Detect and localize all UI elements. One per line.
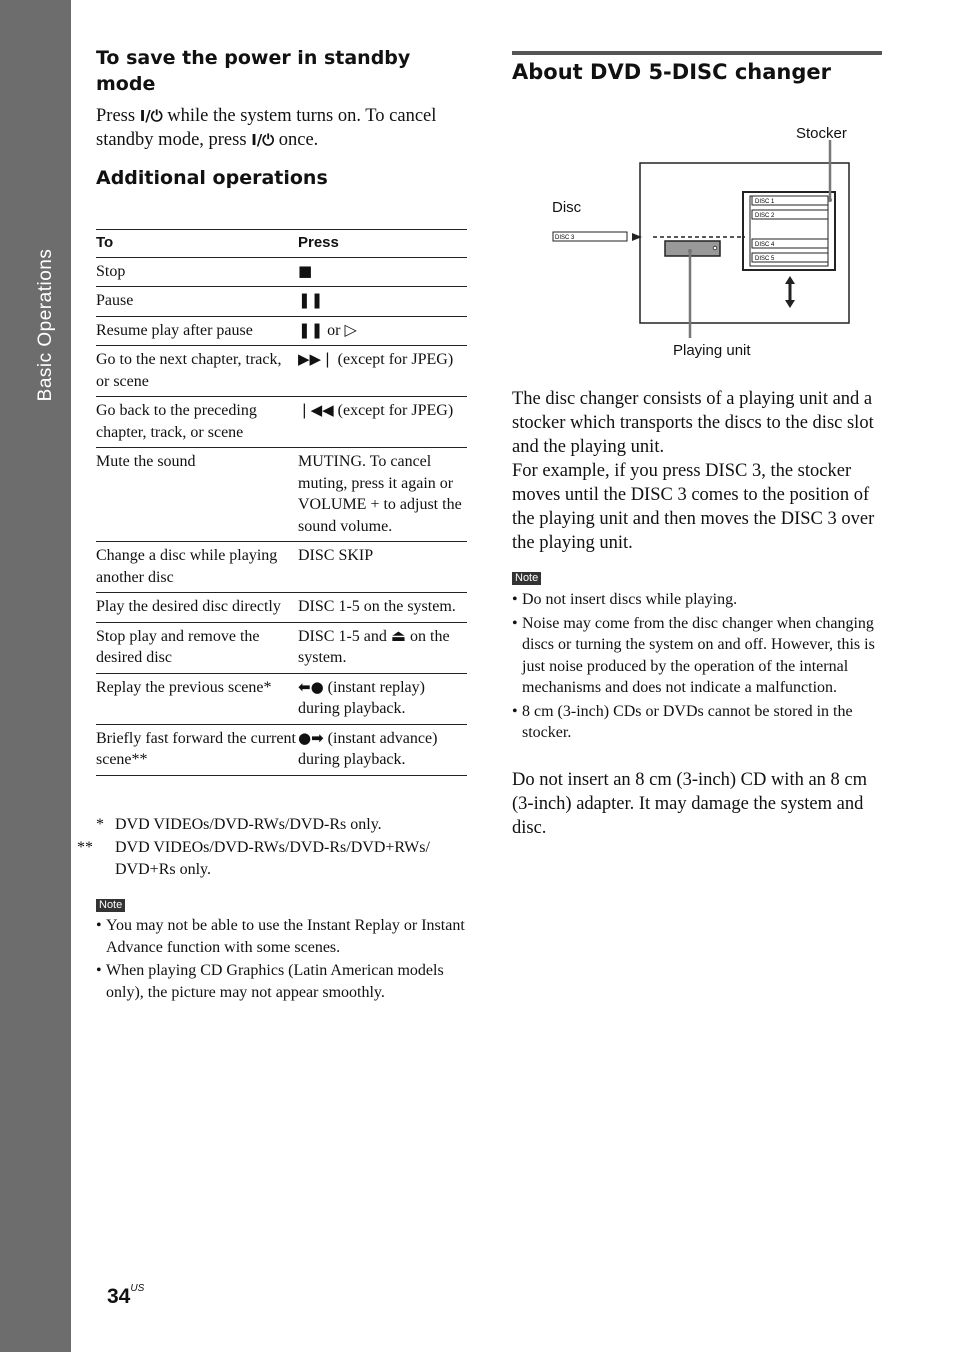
stocker-leader-dot: [828, 198, 832, 202]
list-item: • 8 cm (3-inch) CDs or DVDs cannot be stored in the stocker.: [512, 701, 882, 744]
stop-icon: ■: [298, 257, 467, 287]
pause-icon: ❚❚: [298, 287, 467, 317]
cell-press: MUTING. To cancel muting, press it again or VOLUME + to adjust the sound volume.: [298, 448, 467, 542]
table-header-row: [96, 230, 467, 258]
footnote-1-text: DVD VIDEOs/DVD-RWs/DVD-Rs only.: [115, 816, 382, 833]
next-track-icon: ▶▶❘: [298, 350, 334, 368]
note-badge: Note: [512, 572, 541, 585]
cell-to: Go back to the preceding chapter, track, or scene: [96, 397, 298, 448]
table-row: [96, 673, 467, 724]
cell-press: [298, 397, 467, 448]
footnote-1: [96, 814, 468, 836]
changer-paragraph-2: For example, if you press DISC 3, the stocker moves until the DISC 3 comes to the position of the playing unit and then moves the DISC 3 over the playing unit.: [512, 461, 875, 553]
table-row: [96, 448, 467, 542]
cell-press: DISC 1-5 on the system.: [298, 593, 467, 623]
table-row: [96, 397, 467, 448]
footnote-2-mark: **: [77, 839, 93, 856]
play-icon-text: or ▷: [323, 321, 357, 339]
cell-to: Change a disc while playing another disc: [96, 542, 298, 593]
side-tab: [0, 0, 71, 1352]
column-header-press: Press: [298, 230, 467, 258]
cell-press: DISC 1-5 and ⏏ on the system.: [298, 622, 467, 673]
page-number: [107, 1285, 144, 1309]
cell-to: Stop: [96, 257, 298, 287]
additional-operations-heading: Additional operations: [96, 167, 328, 189]
cell-press: [298, 673, 467, 724]
slot-label: DISC 5: [755, 256, 775, 262]
previous-track-icon: ❘◀◀: [298, 401, 334, 419]
pause-icon: ❚❚: [298, 320, 324, 339]
cell-press-text: (except for JPEG): [333, 402, 454, 419]
cell-to: Go to the next chapter, track, or scene: [96, 346, 298, 397]
disc-changer-diagram: [540, 120, 870, 365]
loose-disc-label: DISC 3: [555, 235, 575, 241]
table-row: [96, 257, 467, 287]
note-badge: Note: [96, 899, 125, 912]
changer-paragraph-1: The disc changer consists of a playing unit and a stocker which transports the discs to the disc slot and the playing unit.: [512, 389, 874, 457]
disc-label: Disc: [552, 199, 582, 216]
standby-text: [96, 104, 468, 152]
footnote-2: [77, 837, 475, 881]
standby-text-2: while the system turns on. To cancel standby mode, press: [96, 106, 437, 150]
table-row: [96, 287, 467, 317]
instant-advance-icon: ●➡: [298, 728, 324, 747]
stocker-label: Stocker: [796, 125, 847, 142]
standby-text-1: Press: [96, 106, 136, 126]
table-row: [96, 593, 467, 623]
closing-paragraph: Do not insert an 8 cm (3-inch) CD with an 8 cm (3-inch) adapter. It may damage the system and disc.: [512, 770, 868, 838]
power-icon: I/⏻: [139, 107, 163, 125]
playing-unit-block: [665, 241, 720, 256]
footnote-1-mark: *: [96, 816, 104, 833]
cell-press: [298, 316, 467, 346]
footnote-2-text: DVD VIDEOs/DVD-RWs/DVD-Rs/DVD+RWs/ DVD+Rs only.: [115, 839, 430, 878]
instant-replay-icon: ⬅●: [298, 677, 324, 696]
slot-label: DISC 2: [755, 213, 775, 219]
table-row: [96, 542, 467, 593]
page-number-suffix: US: [130, 1283, 145, 1294]
standby-heading: To save the power in standby mode: [96, 47, 411, 95]
changer-heading: About DVD 5-DISC changer: [512, 60, 832, 84]
table-row: [96, 316, 467, 346]
cell-press-text: (except for JPEG): [333, 351, 454, 368]
left-notes: [96, 915, 468, 1005]
right-notes: [512, 589, 882, 746]
playing-unit-leader-dot: [688, 249, 692, 253]
list-item: • You may not be able to use the Instant Replay or Instant Advance function with some scenes.: [96, 915, 468, 958]
heading-rule: [512, 51, 882, 55]
cell-to: Stop play and remove the desired disc: [96, 622, 298, 673]
side-tab-label: Basic Operations: [35, 248, 56, 402]
cell-press-text: (instant advance) during playback.: [298, 729, 438, 768]
list-item: • Noise may come from the disc changer when changing discs or turning the system on and off. However, this is just noise produced by the operation of the internal mechanisms and does not indicate a malfunction.: [512, 613, 882, 699]
cell-to: Mute the sound: [96, 448, 298, 542]
cell-press: [298, 724, 467, 775]
cell-to: Play the desired disc directly: [96, 593, 298, 623]
cell-to: Resume play after pause: [96, 316, 298, 346]
power-icon: I/⏻: [251, 131, 275, 149]
table-row: [96, 622, 467, 673]
cell-press: DISC SKIP: [298, 542, 467, 593]
diagram-svg: [540, 120, 870, 365]
operations-table: [96, 229, 467, 776]
column-header-to: To: [96, 230, 298, 258]
cell-press: [298, 346, 467, 397]
list-item: • When playing CD Graphics (Latin American models only), the picture may not appear smoothly.: [96, 960, 468, 1003]
page-number-value: 34: [107, 1285, 131, 1308]
slot-label: DISC 4: [755, 242, 775, 248]
cell-press-text: (instant replay) during playback.: [298, 678, 425, 717]
playing-unit-label: Playing unit: [673, 342, 751, 359]
cell-to: Replay the previous scene*: [96, 673, 298, 724]
cell-to: Briefly fast forward the current scene**: [96, 724, 298, 775]
standby-text-3: once.: [278, 130, 319, 150]
list-item: • Do not insert discs while playing.: [512, 589, 882, 611]
table-row: [96, 724, 467, 775]
table-row: [96, 346, 467, 397]
cell-to: Pause: [96, 287, 298, 317]
slot-label: DISC 1: [755, 199, 775, 205]
playing-unit-spindle: [713, 246, 717, 250]
